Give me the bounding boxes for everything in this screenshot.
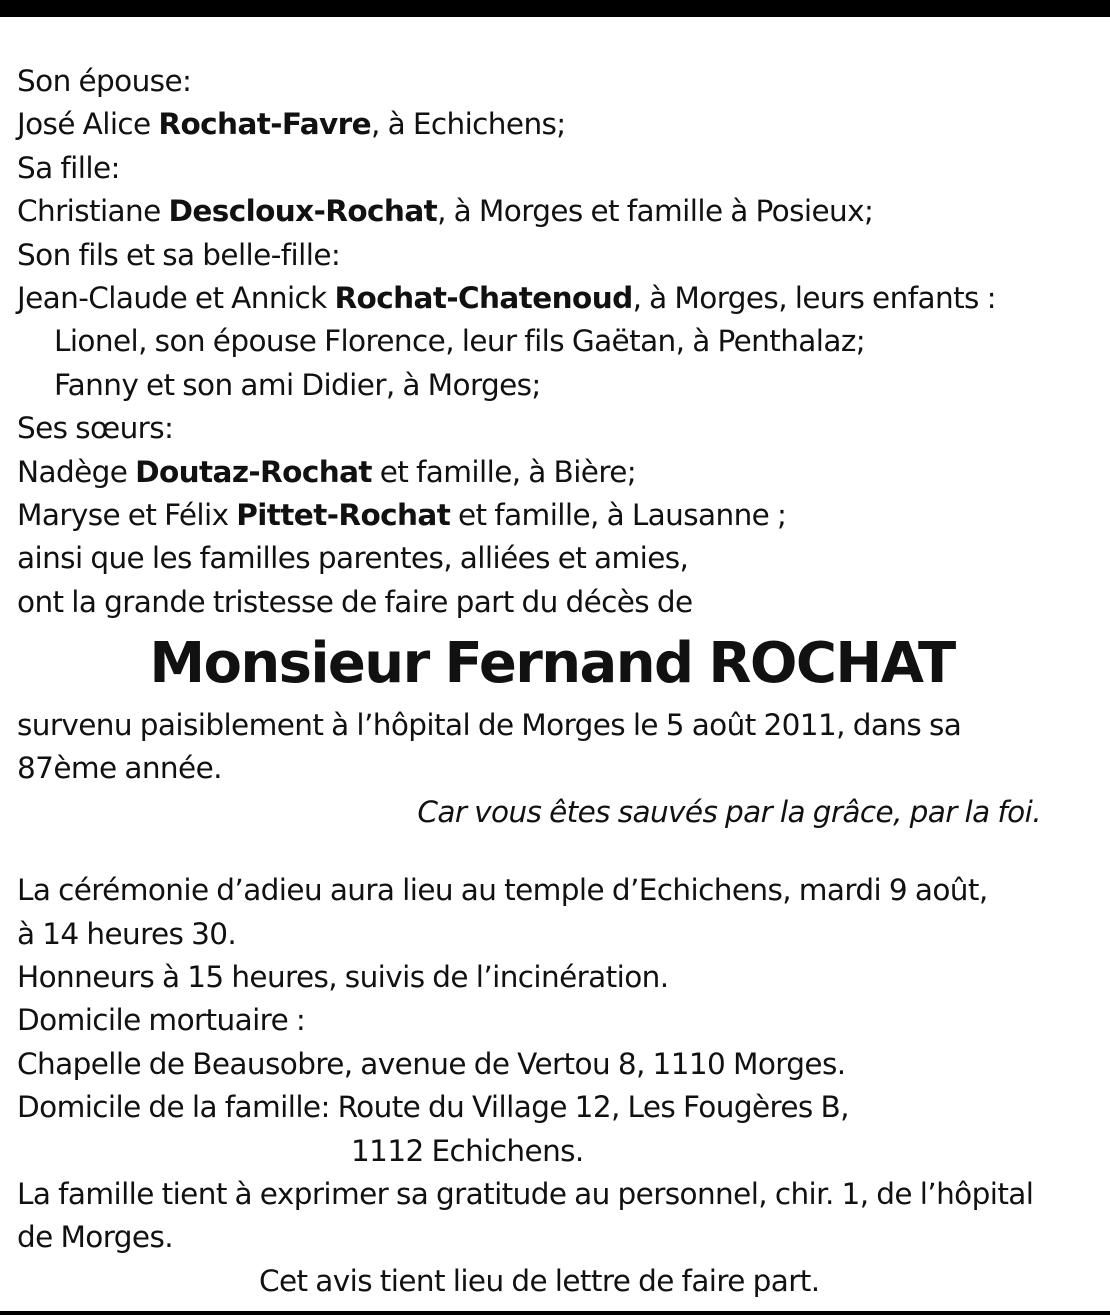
top-border-rule xyxy=(0,0,1110,17)
son-heading: Son fils et sa belle-fille: xyxy=(17,237,341,272)
family-address-line: Domicile de la famille: Route du Village 12, Les Fougères B, xyxy=(17,1090,849,1125)
closing-note: Cet avis tient lieu de lettre de faire part. xyxy=(259,1263,820,1298)
death-age-line: 87ème année. xyxy=(17,751,222,786)
son-location: , à Morges, leurs enfants : xyxy=(632,280,996,315)
sisters-heading: Ses sœurs: xyxy=(17,411,174,446)
sister-line xyxy=(17,494,1097,537)
son-line xyxy=(17,277,1097,320)
daughter-surname: Descloux-Rochat xyxy=(168,194,438,229)
mortuary-heading: Domicile mortuaire : xyxy=(17,1003,306,1038)
sister-surname: Doutaz-Rochat xyxy=(135,454,372,489)
daughter-first-name: Christiane xyxy=(17,194,169,229)
grandchild-line: Fanny et son ami Didier, à Morges; xyxy=(54,367,541,402)
son-surname: Rochat-Chatenoud xyxy=(334,280,633,315)
sister-location: et famille, à Bière; xyxy=(371,454,637,489)
sister-line xyxy=(17,451,1097,494)
gratitude-line: La famille tient à exprimer sa gratitude au personnel, chir. 1, de l’hôpital xyxy=(17,1176,1034,1211)
son-first-names: Jean-Claude et Annick xyxy=(17,280,335,315)
ceremony-line: La cérémonie d’adieu aura lieu au temple d’Echichens, mardi 9 août, xyxy=(17,873,988,908)
daughter-line xyxy=(17,190,1097,233)
daughter-heading: Sa fille: xyxy=(17,150,120,185)
ceremony-time-line: à 14 heures 30. xyxy=(17,916,237,951)
announcement-line: ont la grande tristesse de faire part du décès de xyxy=(17,584,693,619)
death-details-line: survenu paisiblement à l’hôpital de Morges le 5 août 2011, dans sa xyxy=(17,708,962,743)
honours-line: Honneurs à 15 heures, suivis de l’incinération. xyxy=(17,960,669,995)
gratitude-line-end: de Morges. xyxy=(17,1220,173,1255)
daughter-location: , à Morges et famille à Posieux; xyxy=(437,194,874,229)
spouse-surname: Rochat-Favre xyxy=(158,107,372,142)
deceased-name: Monsieur Fernand ROCHAT xyxy=(149,631,955,697)
spouse-first-name: José Alice xyxy=(17,107,159,142)
spouse-heading: Son épouse: xyxy=(17,64,192,98)
bottom-border-rule xyxy=(0,1311,1110,1315)
spacer xyxy=(17,834,1097,869)
bible-verse: Car vous êtes sauvés par la grâce, par la foi. xyxy=(417,794,1041,829)
mortuary-address: Chapelle de Beausobre, avenue de Vertou 8, 1110 Morges. xyxy=(17,1046,846,1081)
obituary-notice xyxy=(17,60,1097,1303)
sister-first-name: Maryse et Félix xyxy=(17,497,237,532)
sister-first-name: Nadège xyxy=(17,454,136,489)
sister-location: et famille, à Lausanne ; xyxy=(450,497,787,532)
family-address-city: 1112 Echichens. xyxy=(351,1133,584,1168)
grandchild-line: Lionel, son épouse Florence, leur fils Gaëtan, à Penthalaz; xyxy=(54,324,866,359)
relatives-line: ainsi que les familles parentes, alliées et amies, xyxy=(17,541,689,576)
spouse-location: , à Echichens; xyxy=(371,107,566,142)
spouse-line xyxy=(17,103,1097,146)
sister-surname: Pittet-Rochat xyxy=(236,497,451,532)
